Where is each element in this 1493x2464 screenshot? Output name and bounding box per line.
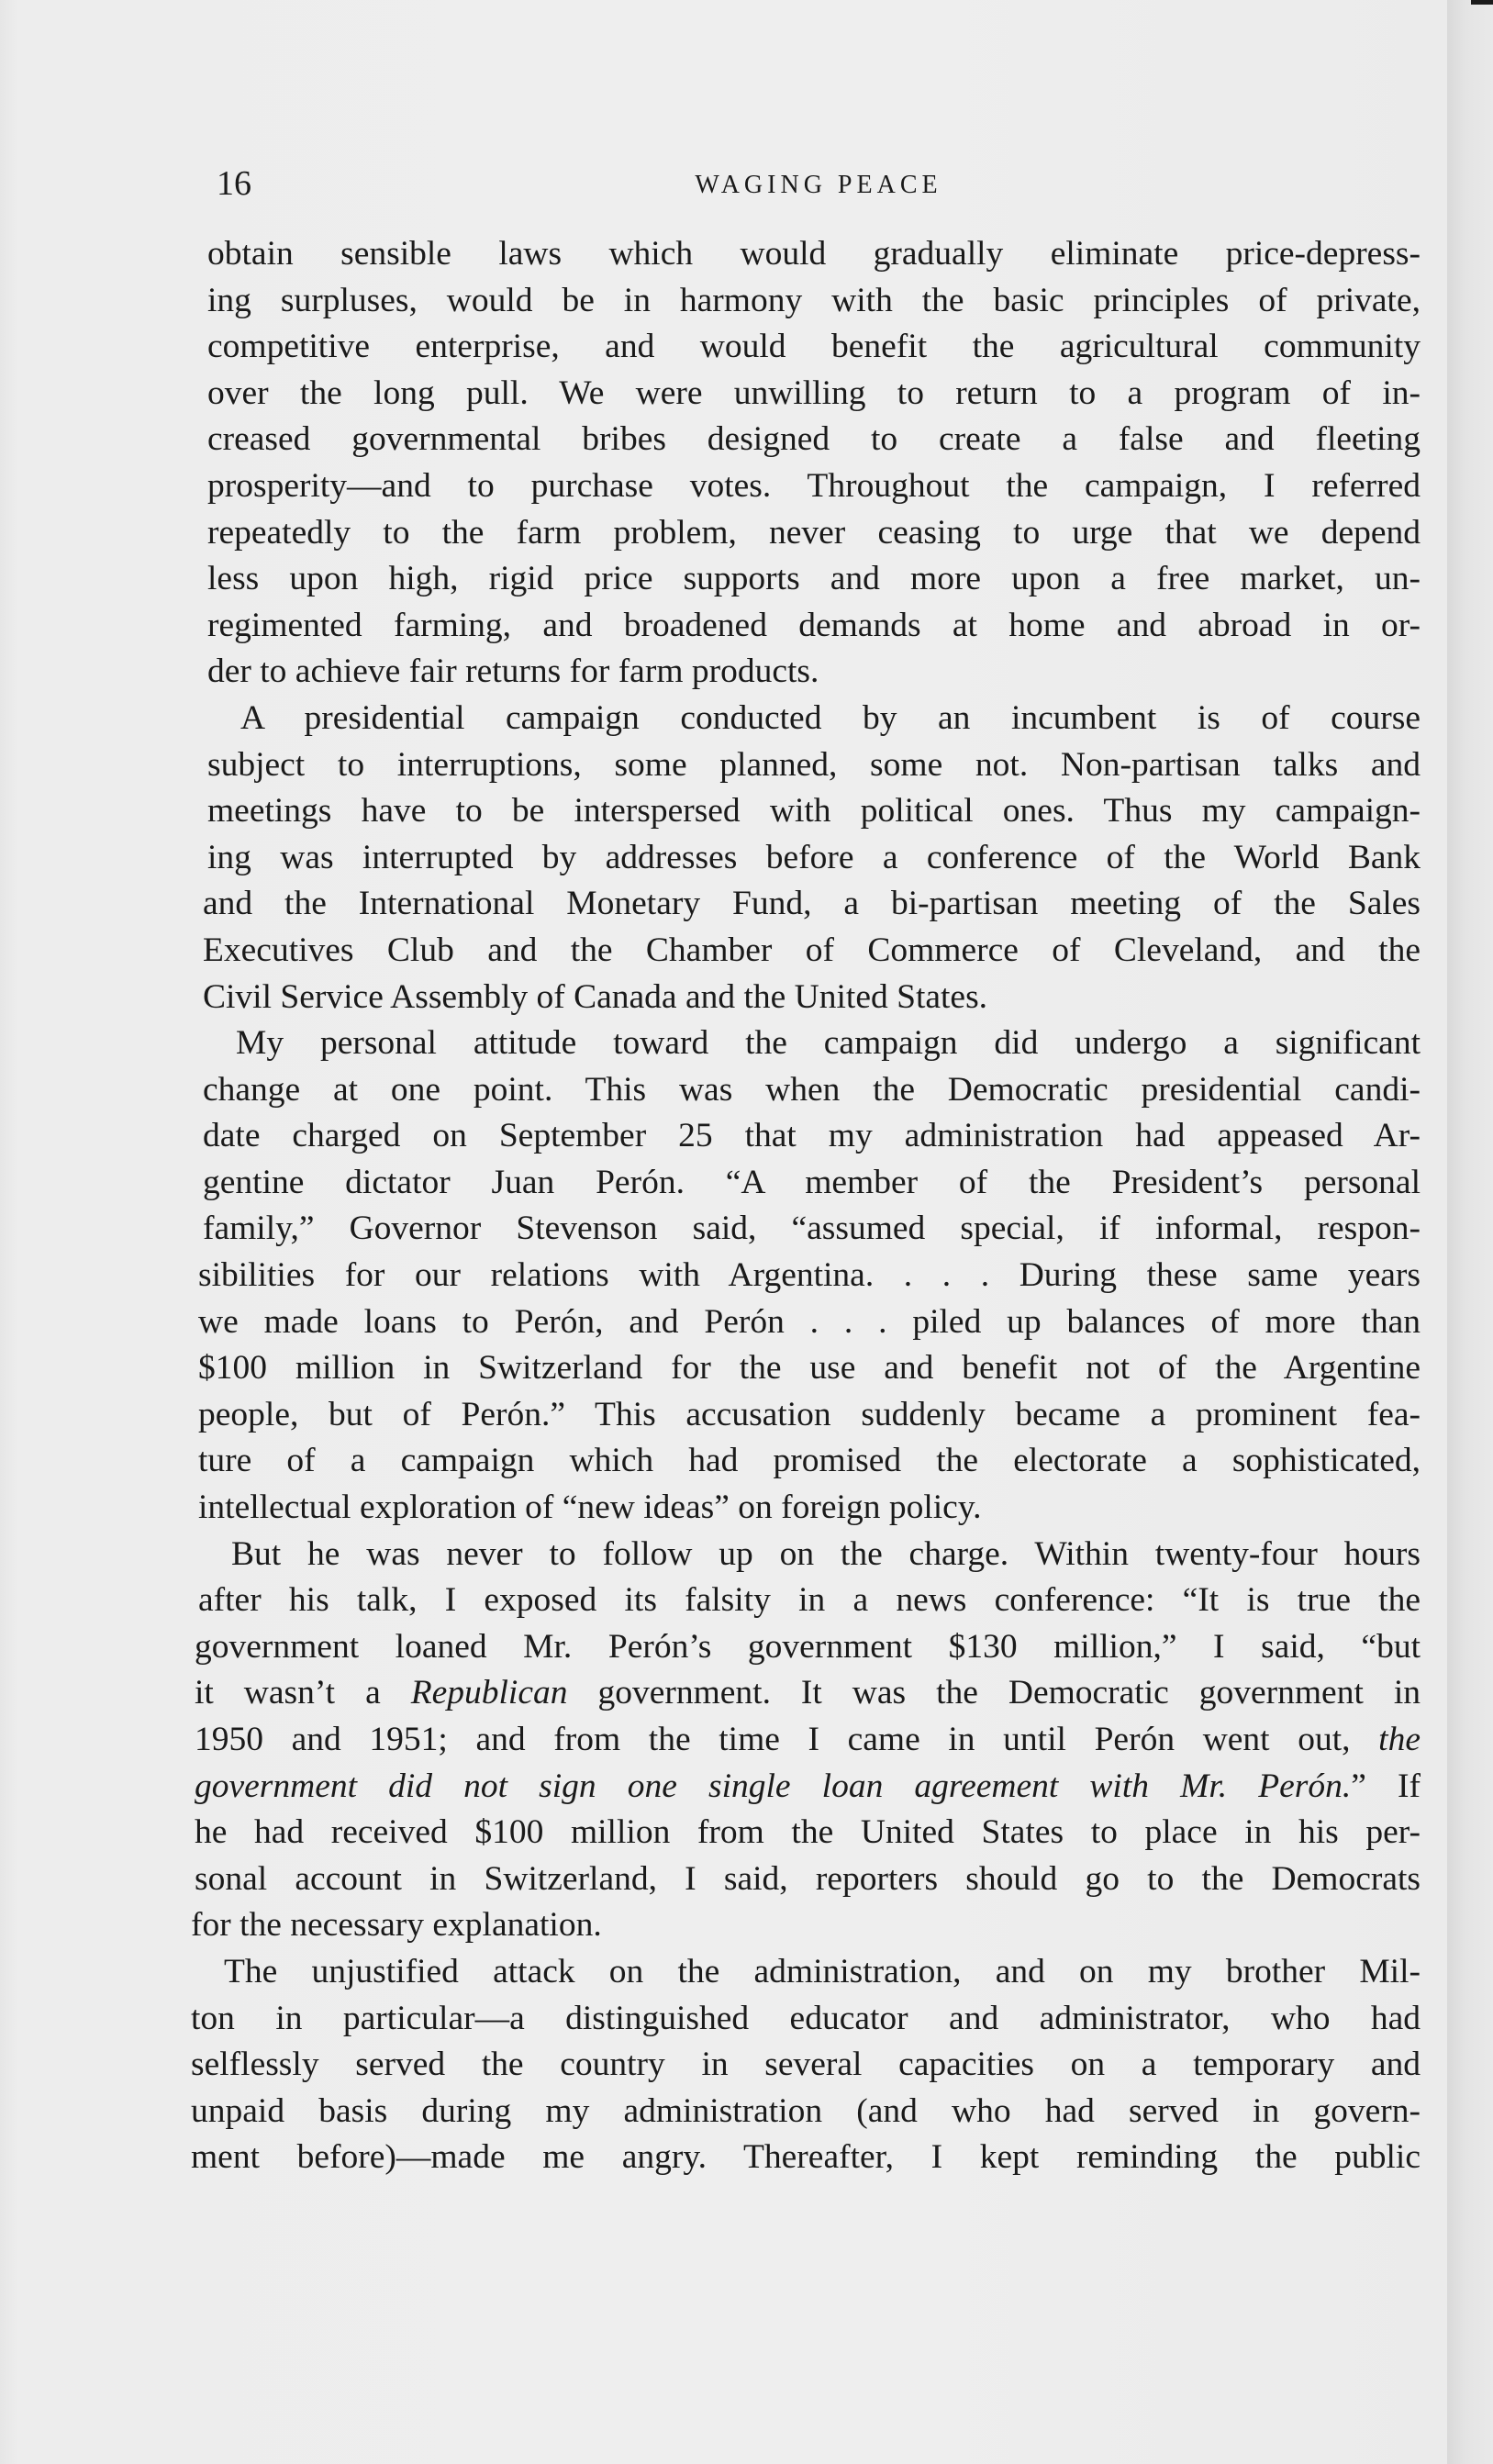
- scan-corner-mark: [1471, 0, 1493, 5]
- text-line: government loaned Mr. Perón’s government $130 million,” I said, “but: [195, 1627, 1421, 1666]
- text-line: The unjustified attack on the administration, and on my brother Mil-: [224, 1952, 1421, 1990]
- book-title: WAGING PEACE: [695, 171, 942, 199]
- text-line: he had received $100 million from the United States to place in his per-: [195, 1813, 1421, 1852]
- text-line: selflessly served the country in several capacities on a temporary and: [191, 2046, 1421, 2084]
- text-line: regimented farming, and broadened demands at home and abroad in or-: [207, 606, 1421, 644]
- text-line: subject to interruptions, some planned, some not. Non-partisan talks and: [207, 745, 1421, 784]
- text-line: $100 million in Switzerland for the use and benefit not of the Argentine: [198, 1349, 1421, 1388]
- paragraph: [207, 231, 1421, 696]
- text-line: meetings have to be interspersed with political ones. Thus my campaign-: [207, 792, 1421, 831]
- text-line: gentine dictator Juan Perón. “A member of the President’s personal: [203, 1163, 1421, 1201]
- italic-emphasis: Republican: [410, 1674, 568, 1712]
- text-line: after his talk, I exposed its falsity in a news conference: “It is true the: [198, 1581, 1421, 1620]
- text-line: ing was interrupted by addresses before a conference of the World Bank: [207, 838, 1421, 876]
- page-fold-shadow: [1447, 0, 1493, 2464]
- text-line: we made loans to Perón, and Perón . . . piled up balances of more than: [198, 1302, 1421, 1341]
- text-line: sibilities for our relations with Argentina. . . . During these same years: [198, 1256, 1421, 1295]
- text-line: family,” Governor Stevenson said, “assumed special, if informal, respon-: [203, 1210, 1421, 1248]
- running-head: [217, 163, 1421, 209]
- text-line: But he was never to follow up on the charge. Within twenty-four hours: [231, 1534, 1421, 1573]
- paragraph: [198, 1020, 1421, 1532]
- paragraph: [191, 1949, 1421, 2181]
- text-line: government did not sign one single loan agreement with Mr. Perón.” If: [195, 1767, 1421, 1805]
- text-line: ing surpluses, would be in harmony with the basic principles of private,: [207, 281, 1421, 319]
- text-line: 1950 and 1951; and from the time I came in until Perón went out, the: [195, 1721, 1421, 1758]
- text-line: and the International Monetary Fund, a bi-partisan meeting of the Sales: [203, 885, 1421, 923]
- text-line: people, but of Perón.” This accusation suddenly became a prominent fea-: [198, 1395, 1421, 1433]
- italic-emphasis: government did not sign one single loan agreement with Mr. Perón.: [195, 1767, 1352, 1805]
- text-line: Civil Service Assembly of Canada and the United States.: [203, 977, 988, 1016]
- text-line: competitive enterprise, and would benefit the agricultural community: [207, 328, 1421, 366]
- text-line: repeatedly to the farm problem, never ceasing to urge that we depend: [207, 513, 1421, 552]
- text-line: obtain sensible laws which would gradually eliminate price-depress-: [207, 235, 1421, 273]
- text-line: Executives Club and the Chamber of Commerce of Cleveland, and the: [203, 931, 1421, 969]
- text-line: unpaid basis during my administration (and who had served in govern-: [191, 2091, 1421, 2130]
- text-line: less upon high, rigid price supports and more upon a free market, un-: [207, 560, 1421, 598]
- text-line: ton in particular—a distinguished educator and administrator, who had: [191, 1999, 1421, 2037]
- text-line: date charged on September 25 that my administration had appeased Ar-: [203, 1117, 1421, 1155]
- paragraph: [203, 696, 1421, 1020]
- text-line: My personal attitude toward the campaign did undergo a significant: [236, 1024, 1421, 1063]
- text-line: intellectual exploration of “new ideas” on foreign policy.: [198, 1488, 982, 1527]
- text-line: A presidential campaign conducted by an incumbent is of course: [240, 698, 1421, 737]
- text-line: over the long pull. We were unwilling to return to a program of in-: [207, 374, 1421, 412]
- text-line: ture of a campaign which had promised the electorate a sophisticated,: [198, 1442, 1421, 1480]
- body-text: [191, 231, 1421, 2181]
- paragraph: [191, 1532, 1421, 1949]
- text-line: der to achieve fair returns for farm products.: [207, 652, 819, 691]
- text-line: sonal account in Switzerland, I said, reporters should go to the Democrats: [195, 1859, 1421, 1898]
- text-line: creased governmental bribes designed to create a false and fleeting: [207, 420, 1421, 459]
- text-line: for the necessary explanation.: [191, 1906, 602, 1945]
- italic-emphasis: the: [1378, 1721, 1421, 1758]
- text-line: prosperity—and to purchase votes. Throughout the campaign, I referred: [207, 466, 1421, 505]
- page-number: 16: [217, 164, 251, 203]
- text-line: change at one point. This was when the Democratic presidential candi-: [203, 1070, 1421, 1109]
- text-line: it wasn’t a Republican government. It was the Democratic government in: [195, 1674, 1421, 1712]
- text-line: ment before)—made me angry. Thereafter, I kept reminding the public: [191, 2138, 1421, 2177]
